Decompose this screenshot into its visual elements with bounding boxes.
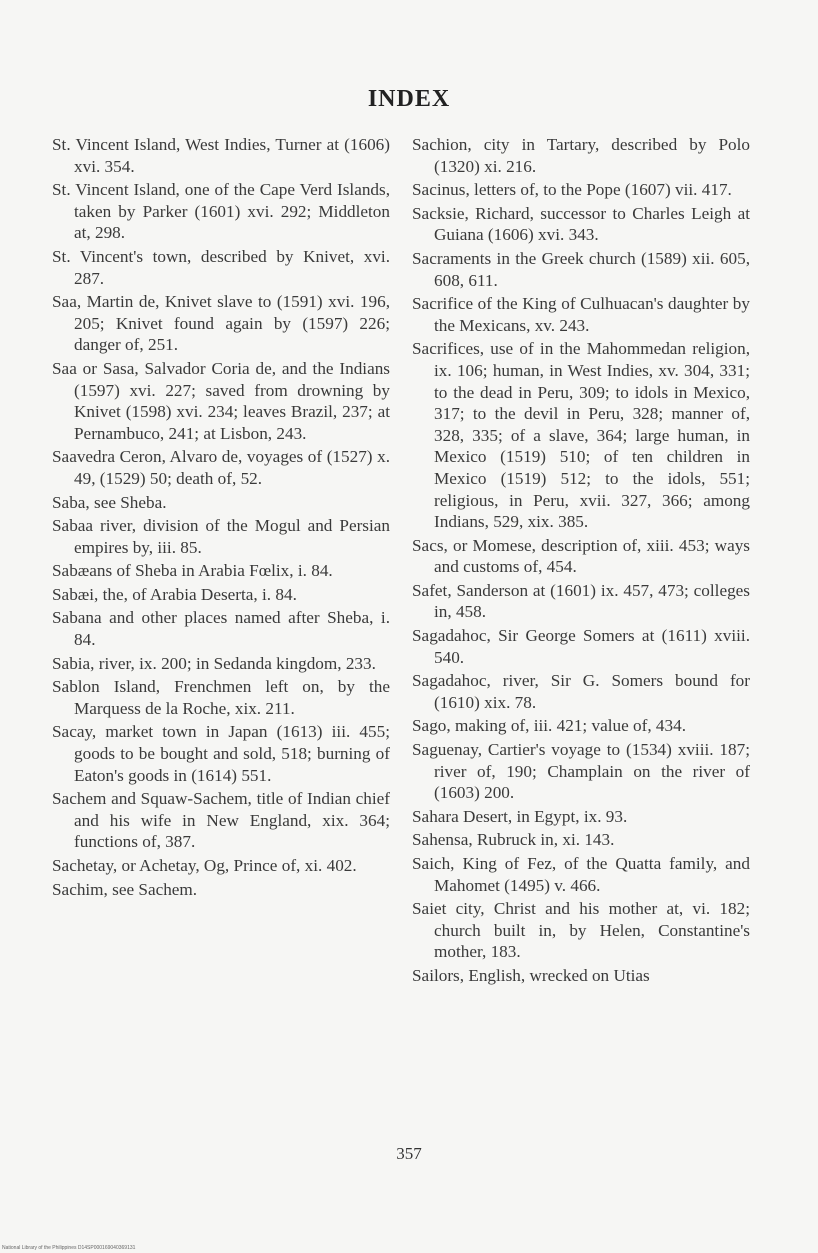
index-entry: Saa, Martin de, Knivet slave to (1591) xvi. 196, 205; Knivet found again by (1597) 226; danger of, 251. (52, 292, 390, 355)
index-entry: Sagadahoc, Sir George Somers at (1611) xviii. 540. (412, 626, 750, 667)
index-entry: Sachion, city in Tartary, described by Polo (1320) xi. 216. (412, 135, 750, 176)
index-column-left (52, 134, 390, 902)
index-entry: Saba, see Sheba. (52, 492, 167, 512)
index-entry: St. Vincent Island, West Indies, Turner at (1606) xvi. 354. (52, 135, 390, 176)
index-entry: Saiet city, Christ and his mother at, vi. 182; church built in, by Helen, Constantine's mother, 183. (412, 899, 750, 962)
index-entry: Sachem and Squaw-Sachem, title of Indian chief and his wife in New England, xix. 364; functions of, 387. (52, 789, 390, 852)
index-entry: Sabæi, the, of Arabia Deserta, i. 84. (52, 584, 297, 604)
index-entry: Sailors, English, wrecked on Utias (412, 965, 650, 985)
page-number: 357 (396, 1144, 422, 1163)
index-entry: Sacs, or Momese, description of, xiii. 453; ways and customs of, 454. (412, 535, 750, 577)
index-entry: Sagadahoc, river, Sir G. Somers bound for (1610) xix. 78. (412, 671, 750, 712)
index-entry: Saavedra Ceron, Alvaro de, voyages of (1527) x. 49, (1529) 50; death of, 52. (52, 447, 390, 488)
page-title: INDEX (367, 86, 451, 112)
index-entry: Sabæans of Sheba in Arabia Fœlix, i. 84. (52, 561, 333, 581)
index-entry: Sachetay, or Achetay, Og, Prince of, xi. 402. (52, 856, 357, 875)
index-entry: Sacrifices, use of in the Mahommedan religion, ix. 106; human, in West Indies, xv. 304, 331; to the dead in Peru, 309; to idols in Mexico, 317; to the devil in Peru, 328; manner of, 328, 335; of a slave, 364; large human, in Mexico (1519) 510; of ten children in Mexico (1519) 512; to the idols, 551; religious, in Peru, xvii. 327, 366; among Indians, 529, xix. 385. (412, 339, 750, 532)
index-column-right (412, 134, 750, 989)
index-entry: Sahensa, Rubruck in, xi. 143. (412, 830, 615, 850)
index-entry: Sabia, river, ix. 200; in Sedanda kingdom, 233. (52, 653, 376, 673)
index-entry: Sacraments in the Greek church (1589) xii. 605, 608, 611. (412, 248, 750, 290)
index-entry: St. Vincent's town, described by Knivet, xvi. 287. (52, 246, 390, 288)
footer-credit: National Library of the Philippines D14SP000169040369131 (2, 1245, 136, 1251)
index-entry: Sablon Island, Frenchmen left on, by the Marquess de la Roche, xix. 211. (52, 677, 390, 718)
index-entry: Sacay, market town in Japan (1613) iii. 455; goods to be bought and sold, 518; burning of Eaton's goods in (1614) 551. (52, 722, 390, 785)
index-entry: Sacinus, letters of, to the Pope (1607) vii. 417. (412, 180, 732, 200)
index-entry: Sahara Desert, in Egypt, ix. 93. (412, 806, 628, 826)
index-entry: Safet, Sanderson at (1601) ix. 457, 473; colleges in, 458. (412, 580, 750, 622)
index-entry: Sabana and other places named after Sheba, i. 84. (52, 608, 390, 650)
index-entry: St. Vincent Island, one of the Cape Verd Islands, taken by Parker (1601) xvi. 292; Middleton at, 298. (52, 180, 390, 243)
index-entry: Sacksie, Richard, successor to Charles Leigh at Guiana (1606) xvi. 343. (412, 203, 750, 245)
index-entry: Sabaa river, division of the Mogul and Persian empires by, iii. 85. (52, 516, 390, 557)
index-entry: Sacrifice of the King of Culhuacan's daughter by the Mexicans, xv. 243. (412, 294, 750, 335)
index-entry: Saich, King of Fez, of the Quatta family, and Mahomet (1495) v. 466. (412, 854, 750, 895)
index-entry: Saguenay, Cartier's voyage to (1534) xviii. 187; river of, 190; Champlain on the river of (1603) 200. (412, 740, 750, 803)
index-entry: Sago, making of, iii. 421; value of, 434. (412, 716, 687, 736)
index-entry: Sachim, see Sachem. (52, 879, 198, 899)
index-entry: Saa or Sasa, Salvador Coria de, and the Indians (1597) xvi. 227; saved from drowning by Knivet (1598) xvi. 234; leaves Brazil, 237; at Pernambuco, 241; at Lisbon, 243. (52, 358, 390, 443)
